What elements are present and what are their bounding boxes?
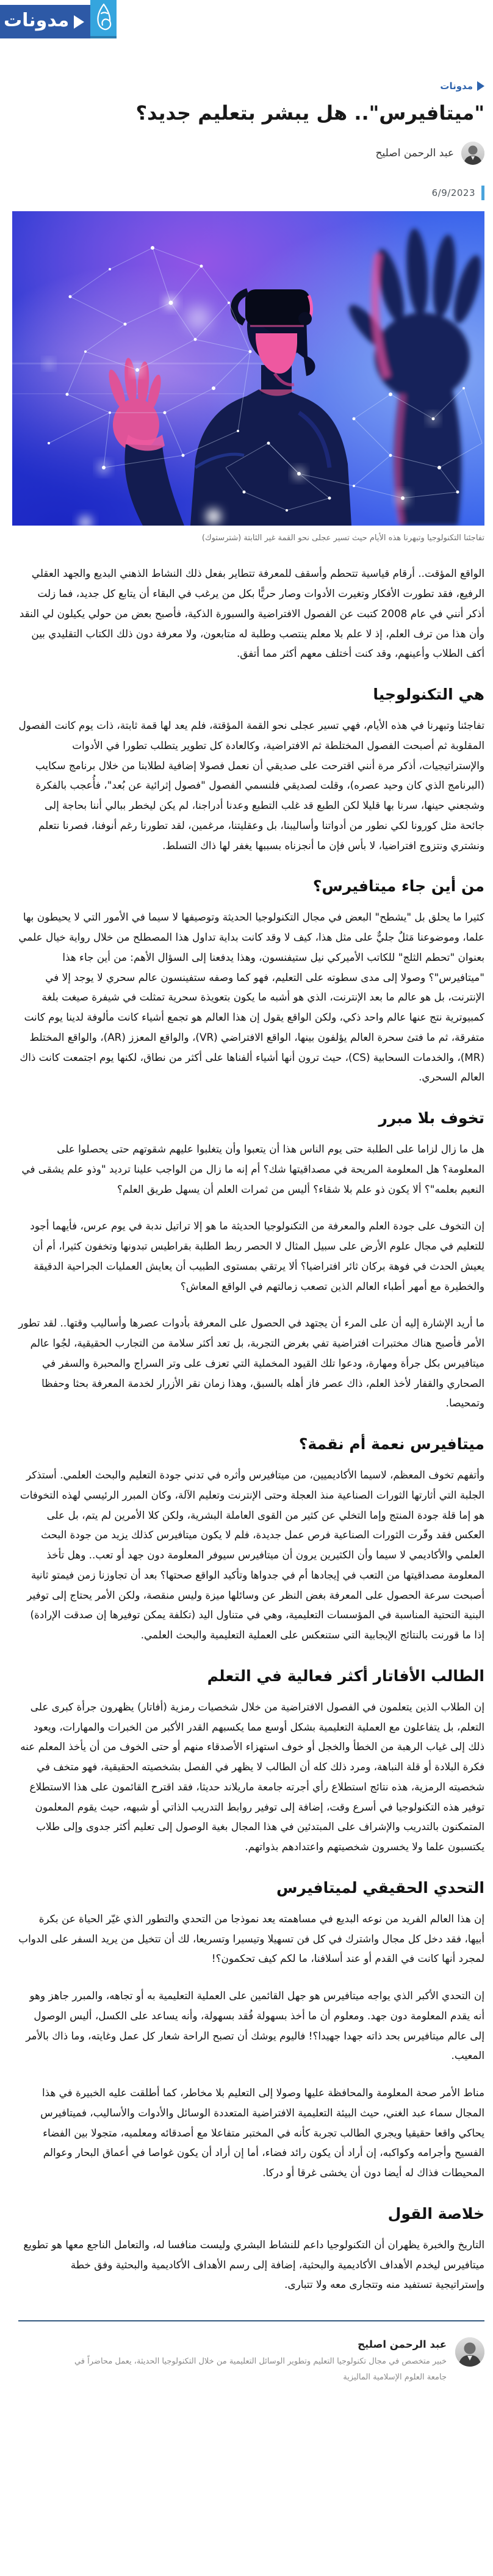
paragraph: كثيرا ما يحلق بل "يشطح" البعض في مجال التكنولوجيا الحديثة وتوصيفها لا سيما في الأمور التي لا يحيطون بها علما، وموضوعنا مَثلٌ جليٌّ على مثل هذا، كيف لا وقد كانت بداية تداول هذا المصطلح من خلال رواية خيال علمي بعنوان "تحطم الثلج" للكاتب الأميركي نيل ستيفنسون، وهذا يدفعنا إلى السؤال الأهم: من أين جاء هذا "ميتافيرس"؟ وصولا إلى مدى سطوته على التعليم، فهو كما وصفه ستفينسون عالم سحري لا يوجد إلا في الإنترنت، بل هو عالم ما بعد الإنترنت، الذي هو أشبه ما يكون بتعويذة سحرية تمثلت في شيفرة صيغت بلغة كمبيوترية نتج عنها عالم واحد ذكي، ولكن الواقع يقول إن هذا العالم هو تجمع أشياء كانت مألوفة لدينا يوم كانت متفرقة، ثم ما فتئ سحرة العالم يؤلفون بينها، الواقع الافتراضي (VR)، والواقع المعزز (AR)، والواقع المختلط (MR)، والخدمات السحابية (CS)، حيث ترون أنها أشياء ألفناها على أكثر من نطاق، لكنها يوم اجتمعت كانت ذاك العالم السحري.	[18, 911, 484, 1084]
site-header	[0, 0, 493, 43]
section-heading: هي التكنولوجيا	[373, 686, 484, 704]
author-footer	[18, 2337, 484, 2402]
date-row	[18, 186, 484, 200]
section-heading: ميتافيرس نعمة أم نقمة؟	[298, 1435, 484, 1453]
paragraph: ما أريد الإشارة إليه أن على المرء أن يجتهد في الحصول على المعرفة بأدوات عصرها وأساليب وقتها.. لقد تطور الأمر فأصبح هناك مختبرات افتراضية تفي بغرض التجربة، بل تعد أكثر سلامة من التجارب الحقيقية، لجُوا عالم ميتافيرس بكل جرأة ومهارة، ودعوا تلك القيود المخملية التي تعزف على وتر السراج والمحبرة والسفر في الصحاري والقفار لأخذ العلم، ذاك عصر فاز أهله بالسبق، وهذا زمان نقر الأزرار لخدمة المعرفة بحثا وحفظا وتمحيصا.	[18, 1317, 484, 1409]
author-avatar[interactable]	[461, 142, 484, 165]
footer-author-avatar[interactable]	[455, 2337, 484, 2367]
section-heading: تخوف بلا مبرر	[378, 1109, 484, 1127]
breadcrumb-label: مدونات	[440, 81, 473, 92]
paragraph: إن هذا العالم الفريد من نوعه البديع في مساهمته يعد نموذجا من التحدي والتطور الذي غيّر الحياة عن بكرة أبيها، فقد دخل كل مجال واشترك في كل فن تسهيلا وتيسيرا وتسريعا، لك أن تتخيل من يريد السفر على الدواب لمجرد أنها كانت في القدم أو عند أسلافنا، ما لكم كيف تحكمون؟!	[18, 1912, 484, 1965]
article-body	[18, 563, 484, 2314]
hero-caption: تفاجئنا التكنولوجيا وتبهرنا هذه الأيام حيث تسير عجلى نحو القمة غير الثابتة (شترستوك)	[201, 534, 484, 543]
paragraph: إن التحدي الأكبر الذي يواجه ميتافيرس هو جهل القائمين على العملية التعليمية به أو تجاهه، والمبرر جاهز وهو أنه يقدم المعلومة دون جهد. ومعلوم أن ما أخذ بسهولة فُقد بسهولة، وأنه يساعد على الكسل، أليس الوصول إلى عالم ميتافيرس بحد ذاته جهدا جهيدا؟! فاليوم يوشك أن تصبح الراحة شعار كل عمل وغايته، وما ذاك بالأمر المعيب.	[26, 1989, 484, 2062]
content-container	[0, 81, 493, 2402]
page-title: "ميتافيرس".. هل يبشر بتعليم جديد؟	[135, 101, 484, 125]
paragraph: مناط الأمر صحة المعلومة والمحافظة عليها وصولا إلى التعليم بلا مخاطر، كما أطلقت عليه الخبيرة في هذا المجال سماء عبد الغني، حيث البيئة التعليمية الافتراضية المتعددة الوسائل والأدوات والأساليب، فميتافيرس يحاكي واقعا حقيقيا ويجري الطالب تجربة كأنه في المختبر متفاعلا مع أصدقائه ومعلميه، متجولا بين الفضاء الفسيح وأجرامه وكواكبه، إن أراد أن يكون رائد فضاء، أما إن أراد أن يكون غواصا في أعماق البحار وعوالم المحيطات فذاك له أيضا دون أن يخشى غرقا أو دركا.	[40, 2086, 484, 2179]
date-accent-bar	[481, 186, 484, 200]
paragraph: الواقع المؤقت.. أرقام قياسية تتحطم وأسقف للمعرفة تتطاير بفعل ذلك النشاط الذهني البديع والجهد العقلي الرفيع، فقد تطورت الأفكار وتغيرت الأدوات وصار حريًّا بكل من يرغب في البقاء أن يتابع كل جديد، فما زلت أذكر أنني في عام 2008 كتبت عن الفصول الافتراضية والسبورة الذكية، فأصبح بعض من حولي يكيلون لي النقد وأن هذا من ترف العلم، إذ لا علم بلا معلم ينتصب وطلبة له متابعون، ولا معرفة دون ذلك الكتاب التقليدي بين أكف الطلاب وأعينهم، وقد كنت أختلف معهم أكثر مما أتفق.	[19, 567, 484, 660]
byline	[18, 142, 484, 165]
footer-author-info	[56, 2337, 447, 2385]
footer-divider	[18, 2320, 484, 2321]
section-heading: خلاصة القول	[387, 2204, 484, 2223]
author-name[interactable]: عبد الرحمن اصليح	[375, 147, 454, 160]
paragraph: إن الطلاب الذين يتعلمون في الفصول الافتراضية من خلال شخصيات رمزية (أفاتار) يظهرون جرأة كبرى على التعلم، بل يتفاعلون مع العملية التعليمية بشكل أوسع مما يكسبهم القدر الأكبر من الخبرات والمهارات، ويعود ذلك إلى غياب الرهبة من الخطأ والخجل أو خوف استهزاء الأصدقاء منهم أو حتى الخوف من أن يأخذ المعلم عنه فكرة البلادة أو قلة النباهة، ومرد ذلك كله أن الطالب لا يظهر في الفصل بشخصيته الحقيقية، فهو متخف في شخصيته الرمزية، هذه نتائج استطلاع رأي أجرته جامعة ماريلاند حديثا، فقد اقترح القائمون على هذا الاستطلاع توفير هذه التكنولوجيا في أسرع وقت، إضافة إلى توفير روابط التدريب الذاتي أو شبهه، حيث يقوم المعلمون المتمكنون بالتدريب والإشراف على المبتدئين في هذا المجال بغية الوصول إلى تعليم أكثر جدوى وإلى طلاب يكتسبون علما ولا يخسرون شخصيتهم واعتدادهم بذواتهم.	[20, 1700, 484, 1853]
publish-date: 6/9/2023	[431, 187, 475, 199]
paragraph: إن التخوف على جودة العلم والمعرفة من التكنولوجيا الحديثة ما هو إلا تراتيل ندبة في يوم عرس، فأيهما أجود للتعليم في مجال علوم الأرض على سبيل المثال لا الحصر ربط الطلبة بقراطيس تبدونها وتخفون كثيرا، أم أن يعيش الحدث في فوهة بركان ثائر افتراضيا؟ ألا يرتقي بمستوى الطبيب أن يعايش العمليات الجراحية الدقيقة والخطيرة مع أمهر أطباء العالم الذين تصعب زمالتهم في الواقع المعاش؟	[30, 1220, 484, 1292]
breadcrumb[interactable]	[440, 81, 484, 92]
footer-author-name[interactable]: عبد الرحمن اصليح	[358, 2339, 447, 2351]
blogs-wordmark[interactable]	[0, 5, 90, 38]
section-heading: التحدي الحقيقي لميتافيرس	[276, 1878, 484, 1897]
paragraph: وأتفهم تخوف المعظم، لاسيما الأكاديميين، من ميتافيرس وأثره في تدني جودة التعليم والبحث العلمي. أستذكر الجلبة التي أثارتها الثورات الصناعية منذ العجلة وحتى الإنترنت وتعليم الآلة، وكان المبرر الرئيسي لهذه التخوفات هو إما قلة جودة المنتج وإما التخلي عن كثير من القوى العاملة البشرية، ولكن كلا الأمرين لم يتم، بل على العكس فقد وفّرت الثورات الصناعية فرص عمل جديدة، فلم لا يكون ميتافيرس كذلك يزيد من جودة البحث العلمي والأكاديمي لا سيما وأن الكثيرين يرون أن ميتافيرس سيوفر المعلومة دون جهد أو تعب.. وهل تأخذ المعلومة مصداقيتها من التعب في إيجادها أم في جدواها وتأكيد الواقع صحتها؟ بعد أن تجاوزنا زمن فيمتو ثانية أصبحت سرعة الحصول على المعرفة بغض النظر عن وسائلها ميزة وليس منقصة، ولكن الأمر يحتاج إلى توفير البنية التحتية المناسبة في المؤسسات التعليمية، وهي في متناول اليد (تكلفة يمكن توفيرها إن صدقت الإرادة) إذا ما قورنت بالنتائج الإيجابية التي ستنعكس على العملية التعليمية والبحث العلمي.	[20, 1469, 484, 1641]
hero-image	[12, 211, 484, 526]
section-heading: الطالب الأفاتار أكثر فعالية في التعلم	[207, 1666, 484, 1685]
play-icon	[74, 15, 84, 29]
aljazeera-logo[interactable]	[90, 0, 117, 38]
breadcrumb-arrow-icon	[477, 81, 484, 91]
aljazeera-logo-icon	[93, 2, 114, 34]
hero-figure	[12, 211, 484, 545]
footer-author-bio: خبير متخصص في مجال تكنولوجيا التعليم وتطوير الوسائل التعليمية من خلال التكنولوجيا الحديثة، يعمل محاضراً في جامعة العلوم الإسلامية الماليزية	[74, 2357, 447, 2382]
section-heading: من أين جاء ميتافيرس؟	[312, 877, 484, 895]
paragraph: هل ما زال لزاما على الطلبة حتى يوم الناس هذا أن يتعبوا وأن يتغلبوا عليهم شقوتهم حتى يحصلوا على المعلومة؟ هل المعلومة المريحة في مصداقيتها شك؟ أم إنه ما زال من الواجب علينا ترديد "وذو علم يشقى في النعيم بعلمه"؟ ألا يكون ذو علم بلا شقاء؟ أليس من ثمرات العلم أن يسهل طريق العلم؟	[21, 1143, 484, 1195]
blogs-wordmark-label: مدونات	[4, 9, 70, 31]
paragraph: التاريخ والخبرة يظهران أن التكنولوجيا داعم للنشاط البشري وليست منافسا له، والتعامل الناجع معها هو تطويع ميتافيرس ليخدم الأهداف الأكاديمية والبحثية، إضافة إلى رسم الأهداف الأكاديمية والبحثية وفق خطة وإستراتيجية تستفيد منه وتتجارى معه ولا تتبارى.	[23, 2238, 484, 2291]
paragraph: تفاجئنا وتبهرنا في هذه الأيام، فهي تسير عجلى نحو القمة المؤقتة، فلم يعد لها قمة ثابتة، ذات يوم كانت الفصول المقلوبة ثم أصبحت الفصول المختلطة ثم الافتراضية، وكالعادة كل تطوير يتطلب تطورا في الأدوات والإستراتيجيات، أذكر مرة أنني اقترحت على صديقي أن نعمل فصولا إضافية لطلابنا من خلال برنامج سكايب (البرنامج الذي كان وحيد عصره)، وقلت لصديقي فلنسمي الفصول "فصول إثرائية عن بُعد"، فأُعجب بالفكرة وشجعني حينها، سرنا بها قليلا لكن الطبع قد غلب التطبع وعدنا أدراجنا، لم يكن ليخطر ببالي أننا بحاجة إلى جائحة مثل كورونا لكي نطور من أدواتنا وأساليبنا، بل وعقليتنا، مرغمين، لقد تطورنا رغم أنوفنا، فصرنا نتعلم ونشتري ونتزوج افتراضيا، لا بأس فإن ما أنجزناه بسببها يغفر لها ذاك التسلط.	[18, 719, 484, 852]
